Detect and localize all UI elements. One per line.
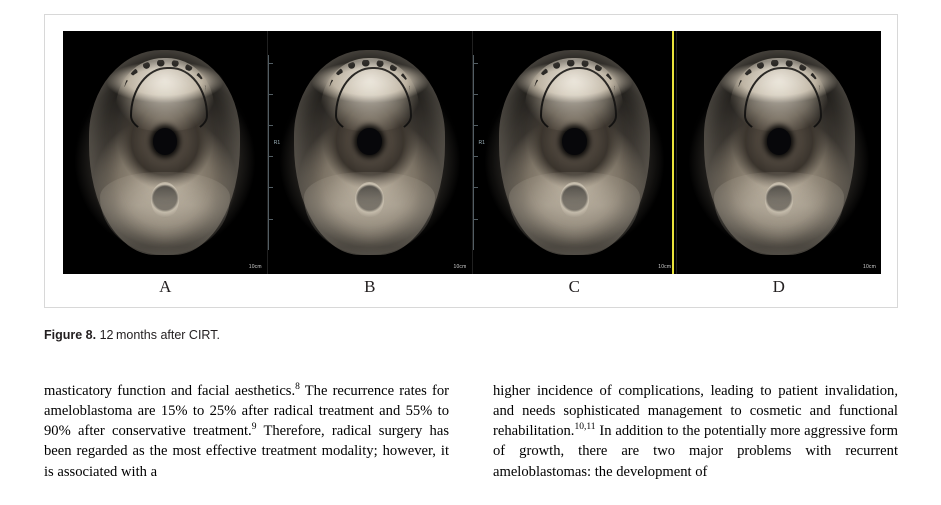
teeth-row xyxy=(738,60,820,101)
citation-9: 9 xyxy=(251,422,257,433)
mandible-shape xyxy=(730,58,828,131)
paragraph-left xyxy=(44,381,449,482)
mri-panel-strip xyxy=(63,31,881,274)
mandible-shape xyxy=(116,58,214,131)
panel-label-row xyxy=(63,277,881,297)
airway-shape xyxy=(153,128,177,155)
teeth-row xyxy=(124,60,206,101)
dental-arch-shape xyxy=(540,67,617,134)
mri-image-c xyxy=(473,31,677,274)
mri-panel-c xyxy=(473,31,678,274)
left-text-3: Therefore, radical surgery has been regarded as the most effective treatment modality; however, it is associated with a xyxy=(44,423,449,480)
airway-shape xyxy=(562,128,586,155)
mri-panel-a xyxy=(63,31,268,274)
ruler-label-c: R1 xyxy=(478,140,485,147)
dental-arch-shape xyxy=(130,67,207,134)
panel-label-d: D xyxy=(772,277,785,296)
right-text-1: higher incidence of complications, leading to patient invalidation, and needs sophisticated management to cosmetic and functional rehabilitation. xyxy=(493,383,898,440)
airway-shape xyxy=(767,128,791,155)
body-column-left xyxy=(44,381,449,482)
dental-arch-shape xyxy=(335,67,412,134)
left-text-1: masticatory function and facial aesthetics. xyxy=(44,383,296,399)
body-columns xyxy=(44,381,898,482)
scale-bar-label-a: 10cm xyxy=(248,264,262,270)
teeth-row xyxy=(534,60,616,101)
mri-panel-d xyxy=(677,31,881,274)
scale-bar-label-b: 10cm xyxy=(453,264,467,270)
mri-image-d xyxy=(677,31,881,274)
scale-bar-label-d: 10cm xyxy=(862,264,876,270)
figure-caption xyxy=(44,328,544,344)
spine-shape xyxy=(355,182,384,218)
mri-panel-b xyxy=(268,31,473,274)
panel-label-c: C xyxy=(568,277,580,296)
airway-shape xyxy=(357,128,381,155)
mri-image-b xyxy=(268,31,472,274)
spine-shape xyxy=(765,182,794,218)
mandible-shape xyxy=(321,58,419,131)
neck-tissue xyxy=(304,172,434,255)
right-text-2: In addition to the potentially more aggressive form of growth, there are two major problems with recurrent ameloblastomas: the development of xyxy=(493,423,898,480)
figure-caption-number: Figure 8. xyxy=(44,328,97,342)
citation-10-11: 10,11 xyxy=(574,422,596,433)
figure-caption-text: 12 months after CIRT. xyxy=(99,328,220,342)
mri-image-a xyxy=(63,31,267,274)
teeth-row xyxy=(329,60,411,101)
spine-shape xyxy=(151,182,180,218)
ruler-marks-b xyxy=(268,55,272,249)
ruler-label-b: R1 xyxy=(273,140,281,147)
citation-8: 8 xyxy=(295,382,300,393)
body-column-right xyxy=(493,381,898,482)
paragraph-right xyxy=(493,381,898,482)
panel-label-a: A xyxy=(159,277,172,296)
scale-bar-label-c: 10cm xyxy=(658,264,672,270)
figure-container xyxy=(44,14,898,308)
left-text-2: The recurrence rates for ameloblastoma are 15% to 25% after radical treatment and 55% to 90% after conservative treatment. xyxy=(44,383,449,440)
neck-tissue xyxy=(509,172,639,255)
slice-marker-line xyxy=(672,31,674,274)
panel-label-b: B xyxy=(364,277,376,296)
neck-tissue xyxy=(100,172,230,255)
neck-tissue xyxy=(714,172,844,255)
spine-shape xyxy=(560,182,589,218)
dental-arch-shape xyxy=(744,67,821,134)
mandible-shape xyxy=(525,58,623,131)
ruler-marks-c xyxy=(473,55,477,249)
